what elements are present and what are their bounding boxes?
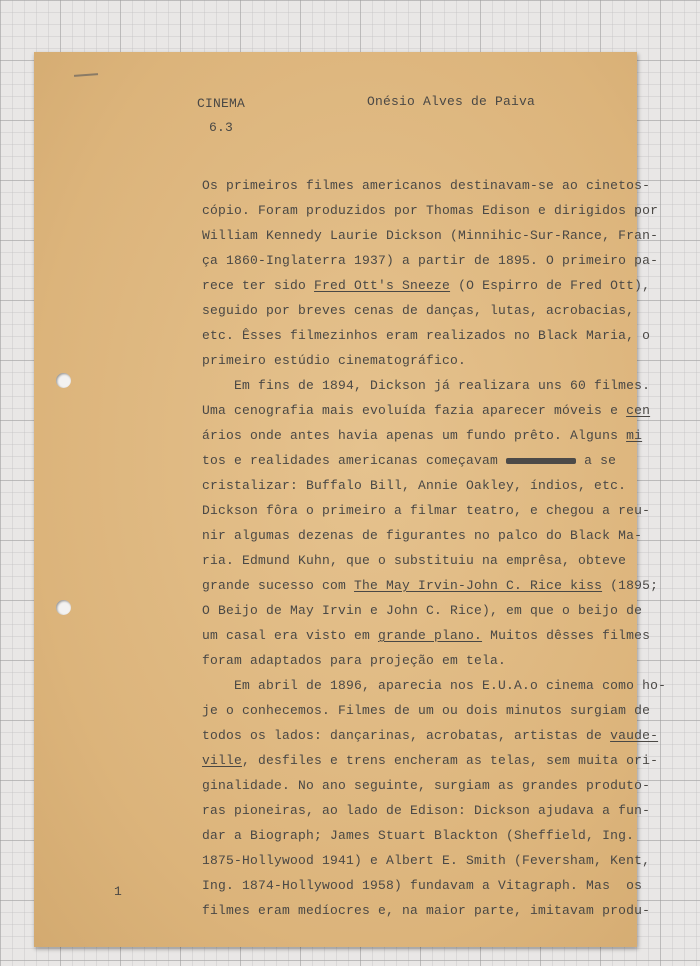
text-line (202, 603, 642, 618)
text-line (202, 803, 650, 818)
text-line (202, 353, 466, 368)
text-line (202, 378, 650, 393)
text-segment: tos e realidades americanas começavam (202, 453, 507, 468)
text-segment: seguido por breves cenas de danças, lutas, acrobacias, (202, 303, 635, 318)
underlined-text: mi (626, 428, 643, 443)
text-line (202, 853, 650, 868)
punch-hole-icon (56, 600, 71, 615)
text-segment: (O Espirro de Fred Ott), (450, 278, 651, 293)
text-segment: Ing. 1874-Hollywood 1958) fundavam a Vitagraph. Mas os (202, 878, 643, 893)
text-line (202, 628, 650, 643)
text-line (202, 903, 650, 918)
text-segment: ginalidade. No ano seguinte, surgiam as grandes produto- (202, 778, 651, 793)
text-line (202, 328, 650, 343)
underlined-text: vaude- (610, 728, 659, 743)
text-segment: Muitos dêsses filmes (482, 628, 651, 643)
text-segment: etc. Êsses filmezinhos eram realizados no Black Maria, o (202, 328, 651, 343)
text-line (202, 553, 626, 568)
text-segment: cristalizar: Buffalo Bill, Annie Oakley, índios, etc. (202, 478, 627, 493)
text-segment: ria. Edmund Kuhn, que o substituiu na emprêsa, obteve (202, 553, 627, 568)
page-number: 1 (114, 884, 123, 899)
text-segment: foram adaptados para projeção em tela. (202, 653, 507, 668)
text-line (202, 303, 634, 318)
author-name: Onésio Alves de Paiva (367, 94, 536, 109)
text-segment: a se (576, 453, 617, 468)
text-line (202, 403, 650, 418)
text-line (202, 753, 658, 768)
text-segment: Uma cenografia mais evoluída fazia aparecer móveis e (202, 403, 627, 418)
text-segment: Em abril de 1896, aparecia nos E.U.A.o cinema como ho- (202, 678, 667, 693)
text-line (202, 453, 616, 468)
text-segment: ários onde antes havia apenas um fundo prêto. Alguns (202, 428, 627, 443)
text-line (202, 578, 658, 593)
text-line (202, 728, 658, 743)
text-segment: grande sucesso com (202, 578, 355, 593)
struck-out-word (506, 458, 576, 464)
text-segment: dar a Biograph; James Stuart Blackton (Sheffield, Ing. (202, 828, 635, 843)
text-line (202, 203, 658, 218)
underlined-text: The May Irvin-John C. Rice kiss (354, 578, 603, 593)
text-line (202, 678, 666, 693)
text-line (202, 428, 642, 443)
text-line (202, 178, 650, 193)
text-segment: Dickson fôra o primeiro a filmar teatro, e chegou a reu- (202, 503, 651, 518)
text-segment: je o conhecemos. Filmes de um ou dois minutos surgiam de (202, 703, 651, 718)
section-label: CINEMA (197, 96, 246, 111)
typewritten-page (34, 52, 667, 947)
text-segment: primeiro estúdio cinematográfico. (202, 353, 467, 368)
text-segment: filmes eram medíocres e, na maior parte, imitavam produ- (202, 903, 651, 918)
text-segment: Os primeiros filmes americanos destinavam-se ao cinetos- (202, 178, 651, 193)
text-line (202, 503, 650, 518)
text-line (202, 278, 650, 293)
punch-hole-icon (56, 373, 71, 388)
text-segment: rece ter sido (202, 278, 315, 293)
text-line (202, 528, 642, 543)
underlined-text: grande plano. (378, 628, 483, 643)
text-line (202, 253, 658, 268)
text-segment: O Beijo de May Irvin e John C. Rice), em que o beijo de (202, 603, 643, 618)
text-segment: William Kennedy Laurie Dickson (Minnihic-Sur-Rance, Fran- (202, 228, 659, 243)
text-line (202, 478, 626, 493)
pencil-mark (74, 73, 98, 77)
underlined-text: ville (202, 753, 243, 768)
text-line (202, 653, 506, 668)
text-segment: ça 1860-Inglaterra 1937) a partir de 1895. O primeiro pa- (202, 253, 659, 268)
text-segment: cópio. Foram produzidos por Thomas Edison e dirigidos por (202, 203, 659, 218)
section-number: 6.3 (209, 120, 234, 135)
text-segment: todos os lados: dançarinas, acrobatas, artistas de (202, 728, 611, 743)
text-segment: , desfiles e trens encheram as telas, sem muita ori- (242, 753, 659, 768)
text-line (202, 778, 650, 793)
underlined-text: Fred Ott's Sneeze (314, 278, 451, 293)
underlined-text: cen (626, 403, 651, 418)
text-segment: Em fins de 1894, Dickson já realizara uns 60 filmes. (202, 378, 651, 393)
text-segment: (1895; (602, 578, 659, 593)
text-line (202, 703, 650, 718)
text-segment: nir algumas dezenas de figurantes no palco do Black Ma- (202, 528, 643, 543)
text-segment: um casal era visto em (202, 628, 379, 643)
text-line (202, 878, 642, 893)
text-line (202, 228, 658, 243)
text-segment: 1875-Hollywood 1941) e Albert E. Smith (Feversham, Kent, (202, 853, 651, 868)
text-line (202, 828, 634, 843)
text-segment: ras pioneiras, ao lado de Edison: Dickson ajudava a fun- (202, 803, 651, 818)
